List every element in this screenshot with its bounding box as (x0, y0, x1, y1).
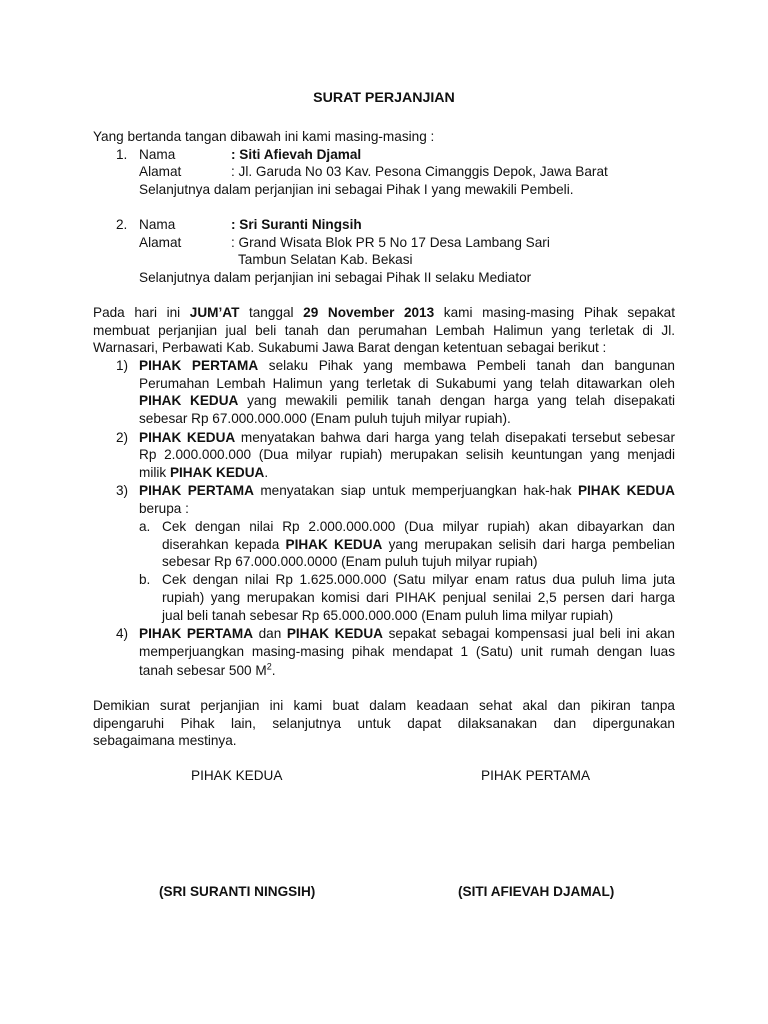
document-title: SURAT PERJANJIAN (313, 90, 455, 106)
signature-label-right: PIHAK PERTAMA (481, 768, 591, 783)
party2-address-value-line2: Tambun Selatan Kab. Bekasi (238, 252, 413, 267)
party1-number: 1. (116, 147, 128, 162)
clause3a-line-2 (162, 536, 675, 553)
clause4-line-1 (139, 625, 675, 642)
clause1-line-1 (139, 357, 675, 374)
clause3b-line-3: jual beli tanah sebesar Rp 65.000.000.000 (Enam puluh lima milyar rupiah) (162, 608, 614, 623)
clause-text: yang merupakan selisih dari harga pembelian (388, 537, 675, 552)
clause1-number: 1) (116, 358, 129, 373)
party-term: PIHAK KEDUA (285, 537, 383, 552)
opening-day: JUM’AT (189, 305, 240, 320)
party1-address-label: Alamat (139, 164, 182, 179)
party2-address-label: Alamat (139, 235, 182, 250)
clause-text: . (271, 663, 276, 678)
party1-name-value: : Siti Afievah Djamal (231, 147, 362, 162)
clause3b-letter: b. (139, 572, 151, 587)
clause1-line-2: Perumahan Lembah Halimun yang terletak di Sukabumi yang telah ditawarkan oleh (139, 376, 675, 391)
party-term: PIHAK KEDUA (286, 626, 384, 641)
party1-name-label: Nama (139, 147, 176, 162)
clause4-line-3 (139, 662, 276, 679)
clause-text: tanah sebesar 500 M (139, 663, 267, 678)
clause-text: diserahkan kepada (162, 537, 280, 552)
clause4-line-2: memperjuangkan masing-masing pihak mendapat 1 (Satu) unit rumah dengan luas (139, 644, 675, 659)
opening-text: Pada hari ini (93, 305, 181, 320)
clause2-line-3 (139, 464, 268, 481)
party1-role: Selanjutnya dalam perjanjian ini sebagai Pihak I yang mewakili Pembeli. (139, 182, 574, 197)
party-term: PIHAK KEDUA (139, 430, 236, 445)
opening-line-3: Warnasari, Perbawati Kab. Sukabumi Jawa Barat dengan ketentuan sebagai berikut : (93, 340, 607, 355)
clause3a-line-3: sebesar Rp 67.000.000.0000 (Enam puluh tujuh milyar rupiah) (162, 554, 538, 569)
clause3a-line-1: Cek dengan nilai Rp 2.000.000.000 (Dua milyar rupiah) akan dibayarkan dan (162, 519, 675, 534)
clause-text: menyatakan bahwa dari harga yang telah disepakati tersebut sebesar (240, 430, 675, 445)
party-term: PIHAK PERTAMA (139, 358, 259, 373)
clause1-line-3 (139, 392, 675, 409)
party2-address-value: : Grand Wisata Blok PR 5 No 17 Desa Lambang Sari (231, 235, 550, 250)
party2-number: 2. (116, 217, 128, 232)
clause3-line-2: berupa : (139, 501, 189, 516)
opening-text: tanggal (248, 305, 294, 320)
clause3-number: 3) (116, 483, 129, 498)
party-term: PIHAK KEDUA (169, 465, 265, 480)
party2-name-label: Nama (139, 217, 176, 232)
clause2-line-2: Rp 2.000.000.000 (Dua milyar rupiah) merupakan selisih keuntungan yang menjadi (139, 447, 675, 462)
signature-label-left: PIHAK KEDUA (191, 768, 283, 783)
opening-line-2: membuat perjanjian jual beli tanah dan perumahan Lembah Halimun yang terletak di Jl. (93, 323, 675, 338)
clause3a-letter: a. (139, 519, 151, 534)
opening-date: 29 November 2013 (303, 305, 435, 320)
party2-name-value: : Sri Suranti Ningsih (231, 217, 362, 232)
clause3b-line-1: Cek dengan nilai Rp 1.625.000.000 (Satu milyar enam ratus dua puluh lima juta (162, 572, 675, 587)
party-term: PIHAK PERTAMA (139, 626, 254, 641)
clause3-line-1 (139, 482, 675, 499)
party1-address-value: : Jl. Garuda No 03 Kav. Pesona Cimanggis Depok, Jawa Barat (231, 164, 608, 179)
signature-name-right: (SITI AFIEVAH DJAMAL) (458, 884, 615, 899)
clause2-line-1 (139, 429, 675, 446)
clause-text: dan (258, 626, 282, 641)
clause4-number: 4) (116, 626, 129, 641)
party-term: PIHAK PERTAMA (139, 483, 254, 498)
clause-text: selaku Pihak yang membawa Pembeli tanah dan bangunan (268, 358, 675, 373)
closing-line-2: dipengaruhi Pihak lain, selanjutnya untuk dapat dilaksanakan dan dipergunakan (93, 716, 675, 731)
opening-line-1 (93, 304, 675, 321)
party2-role: Selanjutnya dalam perjanjian ini sebagai Pihak II selaku Mediator (139, 270, 532, 285)
party-term: PIHAK KEDUA (577, 483, 675, 498)
clause2-number: 2) (116, 430, 129, 445)
closing-line-1: Demikian surat perjanjian ini kami buat dalam keadaan sehat akal dan pikiran tanpa (93, 698, 675, 713)
closing-line-3: sebagaimana mestinya. (93, 733, 237, 748)
clause3b-line-2: rupiah) yang merupakan komisi dari PIHAK penjual senilai 2,5 persen dari harga (162, 590, 675, 605)
intro-text: Yang bertanda tangan dibawah ini kami masing-masing : (93, 129, 435, 144)
superscript: 2 (266, 661, 272, 672)
clause-text: milik (139, 465, 167, 480)
clause-text: yang mewakili pemilik tanah dengan harga yang telah disepakati (247, 393, 675, 408)
opening-text: kami masing-masing Pihak sepakat (443, 305, 676, 320)
clause-text: sepakat sebagai kompensasi jual beli ini akan (388, 626, 675, 641)
clause1-line-4: sebesar Rp 67.000.000.000 (Enam puluh tujuh milyar rupiah). (139, 411, 511, 426)
party-term: PIHAK KEDUA (139, 393, 239, 408)
clause-text: . (264, 465, 269, 480)
clause-text: menyatakan siap untuk memperjuangkan hak-hak (260, 483, 572, 498)
signature-name-left: (SRI SURANTI NINGSIH) (159, 884, 316, 899)
